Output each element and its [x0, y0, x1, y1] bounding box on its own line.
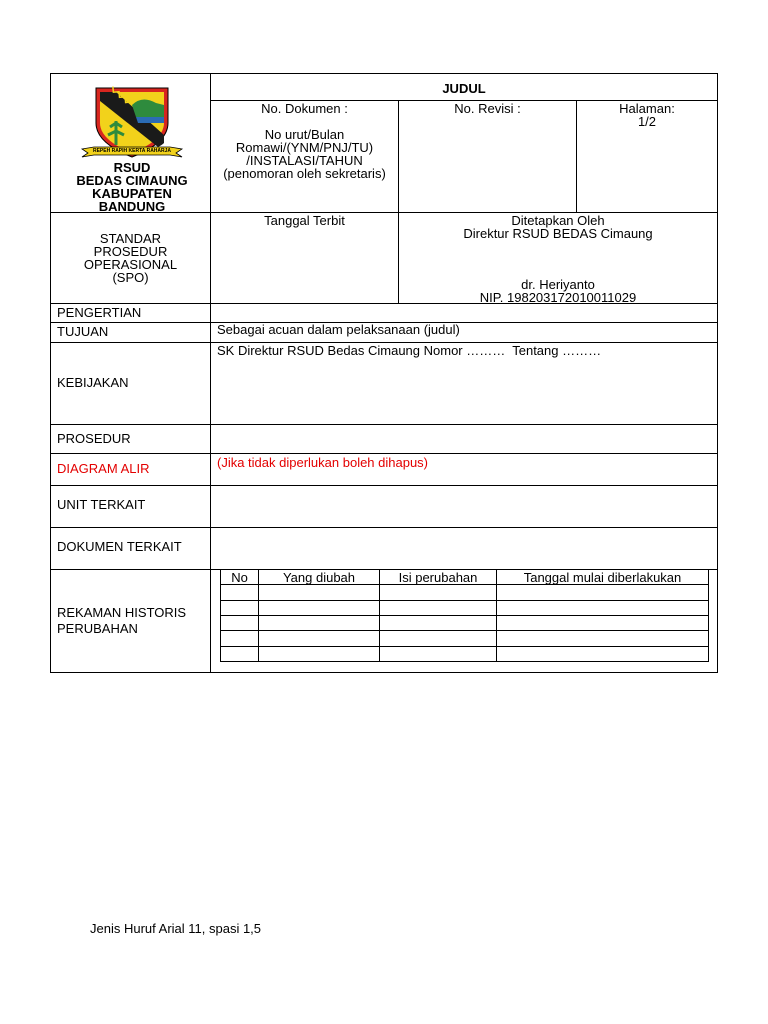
row-label-unit-terkait: UNIT TERKAIT — [57, 497, 146, 512]
rekaman-line-1: REKAMAN HISTORIS — [57, 605, 187, 620]
rekaman-line-2: PERUBAHAN — [57, 621, 138, 636]
row-label-tujuan: TUJUAN — [57, 324, 109, 339]
history-cell-isi-perubahan[interactable] — [380, 631, 496, 646]
row-value-pengertian[interactable] — [217, 306, 711, 320]
organization-name — [70, 161, 194, 213]
history-row — [221, 585, 708, 600]
history-cell-no[interactable] — [221, 647, 258, 661]
row-label-kebijakan: KEBIJAKAN — [57, 375, 129, 390]
set-by-line-2: Direktur RSUD BEDAS Cimaung — [463, 226, 653, 241]
row-label-diagram-alir: DIAGRAM ALIR — [57, 461, 150, 476]
doc-no-line-1: No urut/Bulan — [264, 127, 345, 142]
logo-motto: REPEH RAPIH KERTA RAHARJA — [92, 148, 172, 154]
history-row — [221, 631, 708, 646]
document-title: JUDUL — [442, 81, 486, 96]
history-cell-tanggal[interactable] — [497, 585, 708, 600]
revision-label: No. Revisi : — [454, 101, 521, 116]
history-row — [221, 601, 708, 615]
history-cell-isi-perubahan[interactable] — [380, 647, 496, 661]
history-cell-isi-perubahan[interactable] — [380, 616, 496, 630]
org-line-3: KABUPATEN — [92, 186, 172, 201]
history-cell-yang-diubah[interactable] — [259, 616, 379, 630]
history-row — [221, 616, 708, 630]
history-cell-no[interactable] — [221, 616, 258, 630]
history-cell-isi-perubahan[interactable] — [380, 601, 496, 615]
set-by-block — [399, 214, 717, 240]
signer-block — [399, 278, 717, 304]
row-value-diagram-alir[interactable]: (Jika tidak diperlukan boleh dihapus) — [217, 455, 429, 470]
doc-no-line-3: /INSTALASI/TAHUN — [246, 153, 363, 168]
row-label-pengertian: PENGERTIAN — [57, 305, 142, 320]
row-value-dokumen-terkait[interactable] — [217, 534, 711, 564]
row-value-prosedur[interactable] — [217, 430, 711, 448]
history-cell-no[interactable] — [221, 631, 258, 646]
spo-title — [51, 232, 210, 284]
font-note: Jenis Huruf Arial 11, spasi 1,5 — [90, 921, 262, 936]
spo-line-4: (SPO) — [112, 270, 149, 285]
spo-line-1: STANDAR — [99, 231, 162, 246]
row-value-tujuan[interactable]: Sebagai acuan dalam pelaksanaan (judul) — [217, 322, 460, 337]
set-by-line-1: Ditetapkan Oleh — [511, 213, 605, 228]
org-line-1: RSUD — [113, 160, 151, 175]
history-col-tanggal: Tanggal mulai diberlakukan — [523, 570, 682, 585]
history-row — [221, 647, 708, 661]
history-cell-no[interactable] — [221, 601, 258, 615]
history-cell-yang-diubah[interactable] — [259, 631, 379, 646]
row-label-prosedur: PROSEDUR — [57, 431, 131, 446]
history-col-yang-diubah: Yang diubah — [282, 570, 356, 585]
page-label: Halaman: — [619, 101, 675, 116]
signer-nip: NIP. 198203172010011029 — [479, 290, 637, 305]
history-cell-tanggal[interactable] — [497, 631, 708, 646]
org-line-4: BANDUNG — [98, 199, 166, 214]
doc-no-line-2: Romawi/(YNM/PNJ/TU) — [235, 140, 374, 155]
hospital-logo — [80, 83, 184, 163]
history-col-no: No — [231, 570, 248, 585]
history-cell-tanggal[interactable] — [497, 601, 708, 615]
history-cell-isi-perubahan[interactable] — [380, 585, 496, 600]
page-block — [577, 102, 717, 128]
row-value-unit-terkait[interactable] — [217, 492, 711, 522]
document-number-block — [211, 102, 398, 180]
history-col-isi-perubahan: Isi perubahan — [398, 570, 478, 585]
issue-date-label: Tanggal Terbit — [264, 213, 345, 228]
doc-no-line-4: (penomoran oleh sekretaris) — [223, 166, 386, 181]
doc-no-label: No. Dokumen : — [261, 101, 348, 116]
history-cell-yang-diubah[interactable] — [259, 601, 379, 615]
spo-line-3: OPERASIONAL — [83, 257, 178, 272]
history-cell-tanggal[interactable] — [497, 616, 708, 630]
history-cell-tanggal[interactable] — [497, 647, 708, 661]
org-line-2: BEDAS CIMAUNG — [76, 173, 188, 188]
signer-name: dr. Heriyanto — [521, 277, 595, 292]
row-label-rekaman-historis — [57, 605, 186, 637]
spo-line-2: PROSEDUR — [93, 244, 168, 259]
history-cell-no[interactable] — [221, 585, 258, 600]
history-cell-yang-diubah[interactable] — [259, 585, 379, 600]
page-value: 1/2 — [637, 114, 657, 129]
row-value-kebijakan[interactable]: SK Direktur RSUD Bedas Cimaung Nomor ……… Tentang ……… — [217, 343, 602, 358]
row-label-dokumen-terkait: DOKUMEN TERKAIT — [57, 539, 182, 554]
history-cell-yang-diubah[interactable] — [259, 647, 379, 661]
